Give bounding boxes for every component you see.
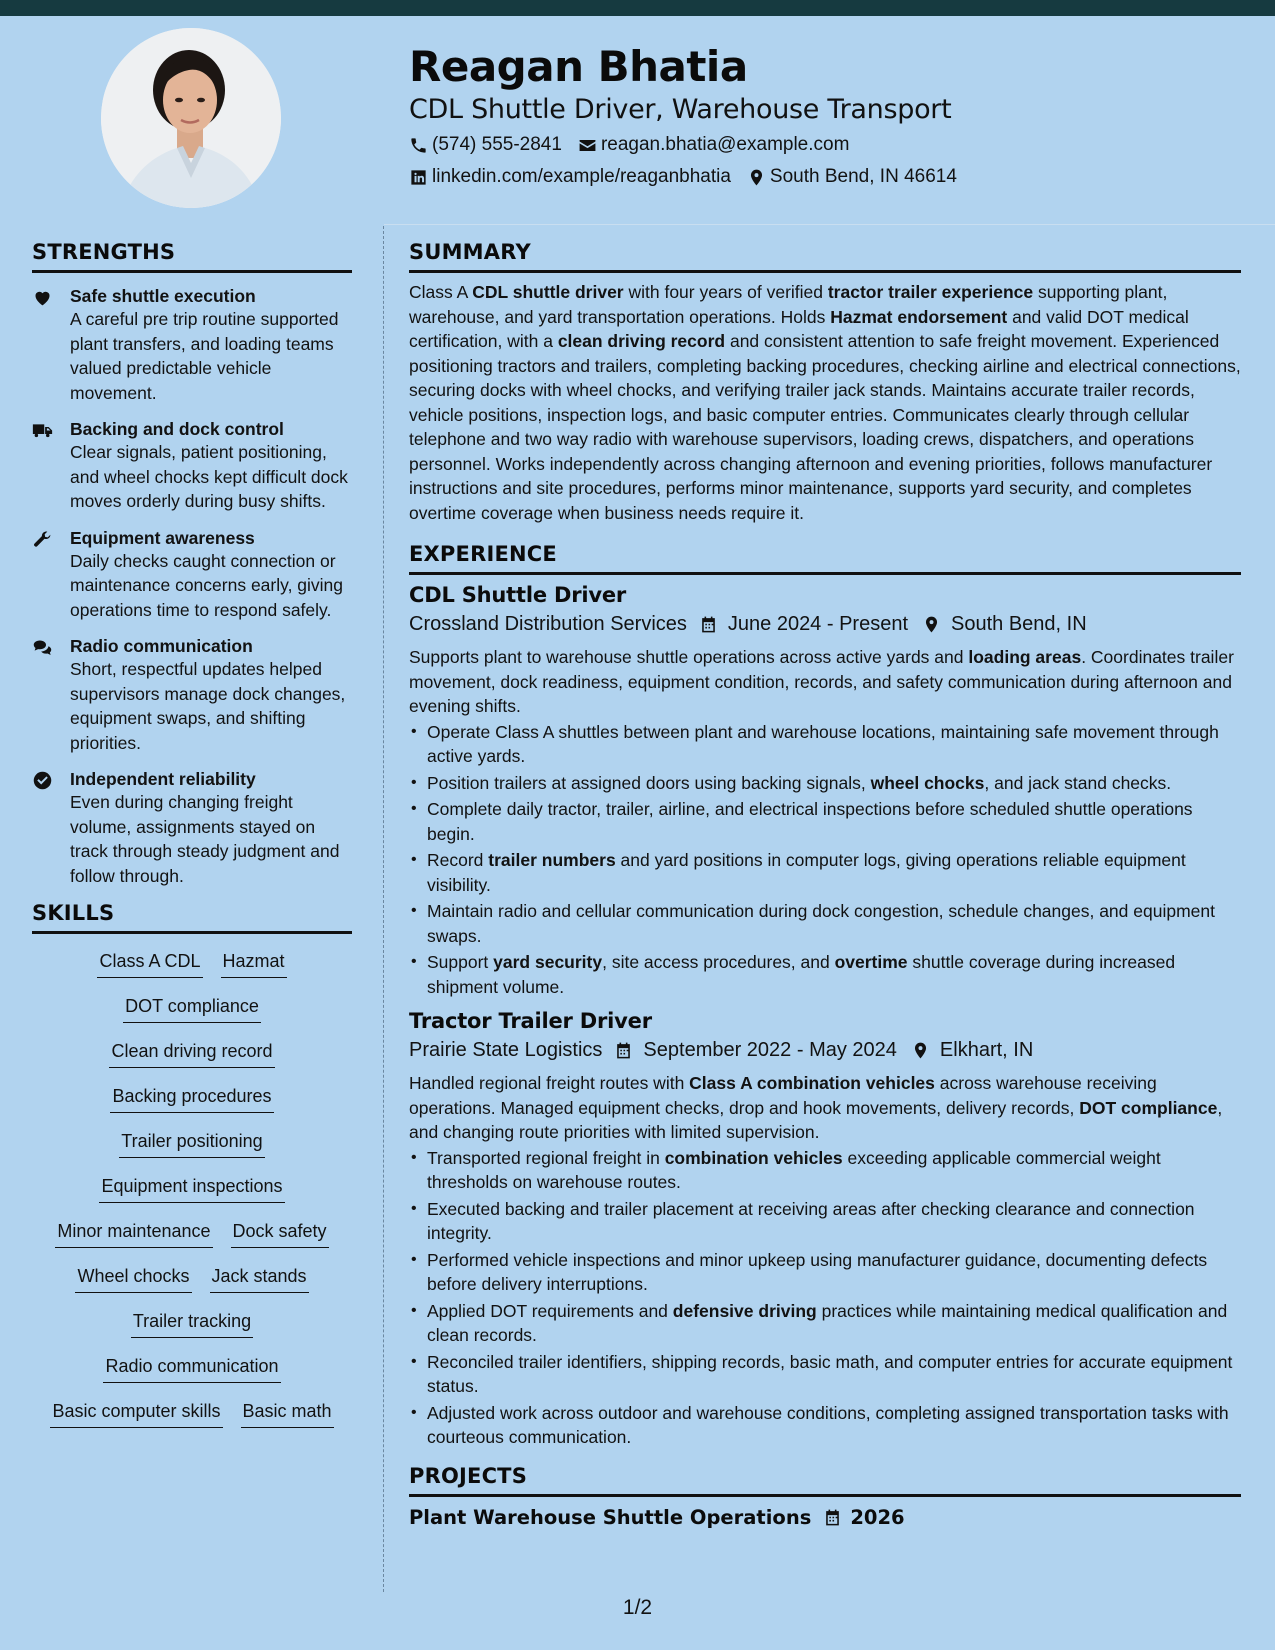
- text-segment: Applied DOT requirements and: [427, 1300, 673, 1321]
- skill-tag: Jack stands: [210, 1263, 309, 1293]
- strengths-heading: STRENGTHS: [32, 240, 352, 273]
- strength-title: Independent reliability: [70, 769, 256, 789]
- text-segment: Record: [427, 850, 489, 870]
- emphasis-text: wheel chocks: [870, 772, 985, 793]
- text-segment: Reconciled trailer identifiers, shipping records, basic math, and computer entries for accurate equipment status.: [427, 1351, 1233, 1396]
- bullet-text: [427, 771, 1171, 796]
- job-bullet: [409, 771, 1241, 796]
- contact-row-primary: [409, 134, 849, 156]
- skill-tag: DOT compliance: [123, 993, 261, 1023]
- job-bullet: [409, 1401, 1241, 1450]
- bullet-text: [427, 1299, 1241, 1348]
- skill-tag: Dock safety: [231, 1218, 329, 1248]
- text-segment: Class A: [409, 282, 473, 302]
- text-segment: Operate Class A shuttles between plant and warehouse locations, maintaining safe movement through active yards.: [427, 721, 1219, 766]
- comments-icon: [32, 637, 53, 658]
- skill-tag: Wheel chocks: [75, 1263, 191, 1293]
- text-segment: Complete daily tractor, trailer, airline, and electrical inspections before scheduled shuttle operations begin.: [427, 799, 1193, 844]
- job-meta: [409, 613, 1241, 636]
- page-number: 1/2: [622, 1596, 653, 1619]
- bullet-text: [427, 797, 1241, 846]
- contact-location: [747, 166, 957, 188]
- text-segment: practices while maintaining medical qualification and clean records.: [427, 1300, 1228, 1345]
- calendar-icon: [823, 1508, 842, 1527]
- emphasis-text: defensive driving: [672, 1300, 817, 1321]
- strength-item: [32, 285, 352, 405]
- strength-desc: Even during changing freight volume, assignments stayed on track through steady judgment and follow through.: [70, 792, 340, 886]
- left-column: [32, 240, 352, 1443]
- skill-tag: Class A CDL: [97, 948, 202, 978]
- location-text: South Bend, IN 46614: [769, 166, 957, 187]
- strength-item: [32, 418, 352, 514]
- skill-row: [32, 1038, 352, 1083]
- bullet-marker: •: [411, 1352, 417, 1370]
- emphasis-text: Hazmat endorsement: [830, 306, 1008, 327]
- bullet-marker: •: [411, 902, 417, 919]
- job-description: [409, 645, 1241, 719]
- bullet-marker: •: [411, 773, 417, 791]
- job-location: Elkhart, IN: [939, 1039, 1034, 1061]
- skill-tag: Clean driving record: [109, 1038, 274, 1068]
- projects-heading: PROJECTS: [409, 1464, 1241, 1497]
- bullet-text: [427, 720, 1241, 769]
- strength-item: [32, 635, 352, 755]
- skill-tag: Hazmat: [221, 948, 287, 978]
- strength-title: Radio communication: [70, 636, 253, 656]
- text-segment: and consistent attention to safe freight movement. Experienced positioning tractors and trailers, completing backing procedures, checking airline and electrical connections, securing docks with wheel chocks, and verifying trailer jack stands. Maintains accurate trailer records, vehicle positions, inspection logs, and basic computer entries. Communicates clearly through cellular telephone and two way radio with warehouse supervisors, loading crews, dispatchers, and operations personnel. Works independently across changing afternoon and evening priorities, follows manufacturer instructions and site procedures, performs minor maintenance, supports yard security, and completes overtime coverage when business needs require it.: [409, 331, 1241, 523]
- contact-email[interactable]: [578, 134, 849, 156]
- summary-heading: SUMMARY: [409, 240, 1241, 273]
- linkedin-icon: [409, 168, 428, 187]
- skill-row: [32, 1218, 352, 1263]
- job-bullet: [409, 950, 1241, 999]
- bullet-marker: •: [411, 1148, 417, 1166]
- job-title: CDL Shuttle Driver: [409, 583, 627, 607]
- job-description: [409, 1071, 1241, 1145]
- bullet-text: [427, 899, 1241, 948]
- emphasis-text: yard security: [493, 952, 603, 972]
- text-segment: across warehouse receiving operations. Managed equipment checks, drop and hook movements, delivery records,: [409, 1073, 1157, 1118]
- skill-row: [32, 1353, 352, 1398]
- project-entry: [409, 1506, 1241, 1529]
- emphasis-text: overtime: [834, 952, 908, 972]
- job-bullet: [409, 1146, 1241, 1195]
- skill-row: [32, 948, 352, 993]
- summary-text: [409, 280, 1241, 525]
- strength-desc: Daily checks caught connection or maintenance concerns early, giving operations time to respond safely.: [70, 550, 344, 620]
- skill-tag: Equipment inspections: [99, 1173, 284, 1203]
- text-segment: and yard positions in computer logs, giving operations reliable equipment visibility.: [427, 850, 1186, 895]
- phone-icon: [409, 136, 428, 155]
- text-segment: shuttle coverage during increased shipment volume.: [427, 952, 1176, 997]
- text-segment: Maintain radio and cellular communication during dock congestion, schedule changes, and equipment swaps.: [427, 901, 1215, 946]
- skills-list: [32, 948, 352, 1443]
- job-bullet: [409, 1197, 1241, 1246]
- job-bullet: [409, 848, 1241, 897]
- linkedin-text: linkedin.com/example/reaganbhatia: [432, 166, 731, 187]
- wrench-icon: [32, 529, 53, 550]
- skill-row: [32, 1398, 352, 1443]
- top-bar: [0, 0, 1275, 16]
- text-segment: Transported regional freight in: [427, 1147, 665, 1168]
- candidate-name: Reagan Bhatia: [409, 42, 748, 91]
- column-divider: [383, 226, 384, 1592]
- bullet-text: [427, 1197, 1241, 1246]
- job-company: Prairie State Logistics: [409, 1039, 603, 1061]
- skill-tag: Basic math: [241, 1398, 334, 1428]
- skill-row: [32, 1263, 352, 1308]
- bullet-text: [427, 1401, 1241, 1450]
- strength-desc: Clear signals, patient positioning, and wheel chocks kept difficult dock moves orderly during busy shifts.: [70, 442, 348, 511]
- bullet-marker: •: [411, 953, 417, 970]
- text-segment: Position trailers at assigned doors using backing signals,: [427, 772, 871, 793]
- strength-item: [32, 527, 352, 623]
- map-pin-icon: [911, 1041, 930, 1060]
- contact-linkedin[interactable]: [409, 166, 731, 188]
- bullet-marker: •: [411, 1403, 417, 1421]
- skill-tag: Backing procedures: [110, 1083, 273, 1113]
- strength-title: Equipment awareness: [70, 527, 255, 548]
- map-pin-icon: [922, 615, 941, 634]
- emphasis-text: Class A combination vehicles: [689, 1073, 935, 1093]
- calendar-icon: [699, 615, 718, 634]
- emphasis-text: tractor trailer experience: [827, 282, 1034, 302]
- job-bullet: [409, 899, 1241, 948]
- experience-heading: EXPERIENCE: [409, 542, 1241, 575]
- right-column: [409, 240, 1241, 1529]
- strength-desc: Short, respectful updates helped supervisors manage dock changes, equipment swaps, and shifting priorities.: [70, 659, 346, 753]
- map-pin-icon: [747, 168, 766, 187]
- emphasis-text: clean driving record: [557, 331, 726, 351]
- job-location: South Bend, IN: [951, 613, 1087, 635]
- check-circle-icon: [32, 770, 53, 791]
- text-segment: Adjusted work across outdoor and warehouse conditions, completing assigned transportation tasks with courteous communication.: [427, 1402, 1229, 1447]
- strength-title: Backing and dock control: [70, 419, 284, 439]
- skill-tag: Minor maintenance: [55, 1218, 212, 1248]
- job-entry: [409, 583, 1241, 999]
- skills-heading: SKILLS: [32, 901, 352, 934]
- project-year: 2026: [850, 1505, 905, 1529]
- skill-row: [32, 1128, 352, 1173]
- header-divider: [384, 224, 1275, 225]
- job-bullets: [409, 720, 1241, 1000]
- bullet-text: [427, 950, 1241, 999]
- profile-photo: [101, 28, 281, 208]
- job-bullet: [409, 1299, 1241, 1348]
- skill-tag: Trailer tracking: [131, 1308, 253, 1338]
- bullet-marker: •: [411, 851, 417, 868]
- skill-row: [32, 1308, 352, 1353]
- text-segment: Performed vehicle inspections and minor upkeep using manufacturer guidance, documenting defects before delivery interruptions.: [427, 1249, 1208, 1294]
- strength-item: [32, 768, 352, 888]
- strengths-list: [32, 285, 352, 888]
- emphasis-text: loading areas: [968, 647, 1082, 667]
- skill-tag: Trailer positioning: [119, 1128, 264, 1158]
- skill-row: [32, 993, 352, 1038]
- emphasis-text: CDL shuttle driver: [472, 282, 624, 302]
- bullet-marker: •: [411, 800, 417, 817]
- calendar-icon: [614, 1041, 633, 1060]
- bullet-text: [427, 1350, 1241, 1399]
- job-bullet: [409, 1248, 1241, 1297]
- emphasis-text: trailer numbers: [488, 850, 616, 870]
- bullet-text: [427, 1146, 1241, 1195]
- text-segment: and valid DOT medical certification, with a: [409, 306, 1189, 351]
- truck-icon: [32, 420, 53, 441]
- text-segment: . Coordinates trailer movement, dock readiness, equipment condition, records, and safety communication during afternoon and evening shifts.: [409, 647, 1234, 716]
- project-title: Plant Warehouse Shuttle Operations: [409, 1505, 812, 1529]
- bullet-text: [427, 1248, 1241, 1297]
- skill-row: [32, 1173, 352, 1218]
- job-dates: September 2022 - May 2024: [643, 1039, 897, 1061]
- job-dates: June 2024 - Present: [727, 613, 909, 635]
- job-bullet: [409, 720, 1241, 769]
- text-segment: Handled regional freight routes with: [409, 1073, 690, 1093]
- text-segment: exceeding applicable commercial weight thresholds on warehouse routes.: [427, 1147, 1161, 1192]
- job-company: Crossland Distribution Services: [409, 613, 687, 635]
- skill-tag: Radio communication: [103, 1353, 280, 1383]
- text-segment: , site access procedures, and: [602, 952, 835, 972]
- text-segment: with four years of verified: [623, 282, 828, 302]
- text-segment: supporting plant, warehouse, and yard transportation operations. Holds: [409, 282, 1168, 327]
- phone-text: (574) 555-2841: [432, 134, 562, 155]
- strength-desc: A careful pre trip routine supported plant transfers, and loading teams valued predictable vehicle movement.: [70, 309, 339, 403]
- emphasis-text: DOT compliance: [1079, 1097, 1218, 1118]
- email-text: reagan.bhatia@example.com: [600, 134, 850, 155]
- text-segment: Supports plant to warehouse shuttle operations across active yards and: [409, 647, 969, 667]
- bullet-marker: •: [411, 1250, 417, 1268]
- text-segment: Support: [427, 952, 494, 972]
- job-title: Tractor Trailer Driver: [409, 1009, 652, 1033]
- bullet-text: [427, 848, 1241, 897]
- job-bullets: [409, 1146, 1241, 1450]
- skill-tag: Basic computer skills: [50, 1398, 222, 1428]
- job-bullet: [409, 1350, 1241, 1399]
- candidate-title: CDL Shuttle Driver, Warehouse Transport: [409, 94, 952, 125]
- job-entry: [409, 1009, 1241, 1450]
- text-segment: , and changing route priorities with limited supervision.: [409, 1097, 1223, 1142]
- bullet-marker: •: [411, 1199, 417, 1217]
- strength-title: Safe shuttle execution: [70, 286, 256, 306]
- contact-row-secondary: [409, 166, 957, 188]
- skill-row: [32, 1083, 352, 1128]
- text-segment: Executed backing and trailer placement at receiving areas after checking clearance and connection integrity.: [427, 1198, 1195, 1243]
- job-bullet: [409, 797, 1241, 846]
- job-meta: [409, 1039, 1241, 1062]
- bullet-marker: •: [411, 1301, 417, 1319]
- bullet-marker: •: [411, 722, 417, 740]
- text-segment: , and jack stand checks.: [984, 772, 1172, 793]
- emphasis-text: combination vehicles: [664, 1147, 843, 1168]
- heart-icon: [32, 287, 53, 308]
- envelope-icon: [578, 136, 597, 155]
- contact-phone[interactable]: [409, 134, 562, 156]
